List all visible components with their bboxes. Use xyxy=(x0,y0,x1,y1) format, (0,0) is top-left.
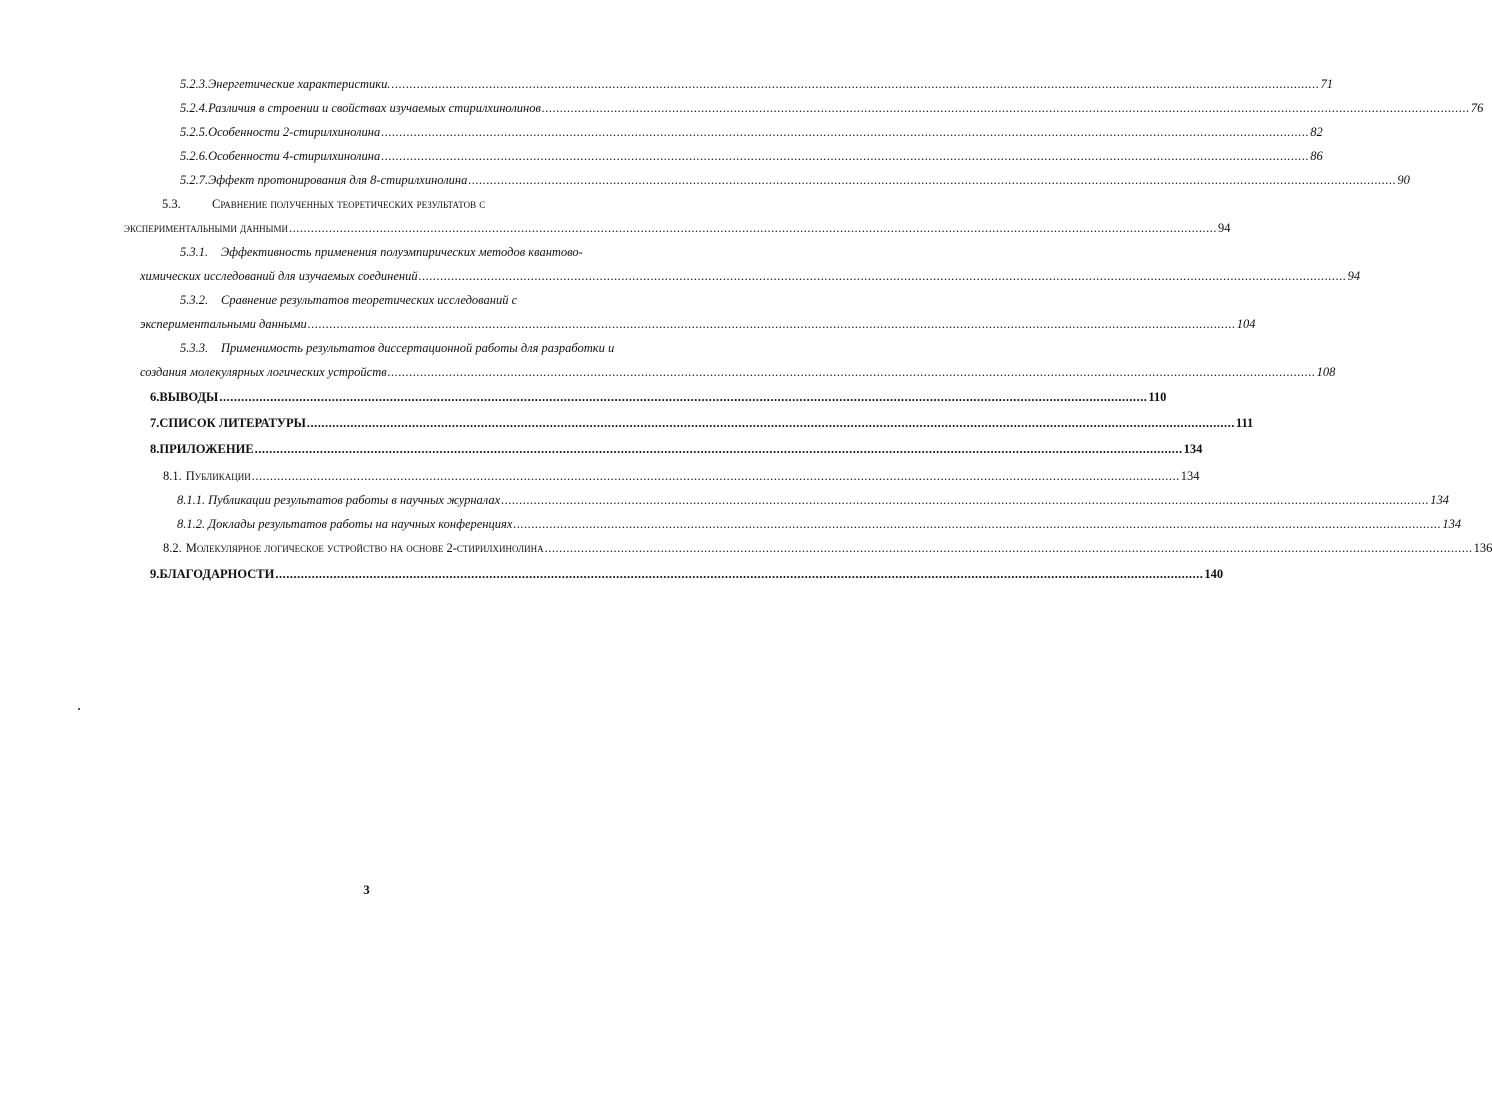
toc-number: 8. xyxy=(150,442,160,456)
dot-leader xyxy=(545,540,1473,556)
page-number: 3 xyxy=(363,882,370,897)
toc-page: 94 xyxy=(1218,221,1231,235)
toc-page: 90 xyxy=(1397,173,1410,187)
dot-leader xyxy=(308,316,1236,332)
toc-title: Доклады результатов работы на научных конференциях xyxy=(208,517,513,531)
toc-page: 134 xyxy=(1442,517,1462,531)
dot-leader xyxy=(289,220,1217,236)
toc-page: 111 xyxy=(1235,416,1254,430)
toc-entry-8-1-1[interactable] xyxy=(177,492,1449,508)
toc-number: 8.1.2. xyxy=(177,517,206,531)
toc-entry-9[interactable] xyxy=(150,566,1224,582)
dot-leader xyxy=(381,124,1309,140)
toc-page: 110 xyxy=(1148,390,1167,404)
toc-page: 71 xyxy=(1320,77,1333,91)
dot-leader xyxy=(468,172,1396,188)
toc-page: 140 xyxy=(1204,567,1224,581)
toc-number: 5.3.3. xyxy=(180,341,209,355)
toc-entry-5-2-3[interactable] xyxy=(180,76,1333,92)
toc-number: 6. xyxy=(150,390,160,404)
toc-title: Применимость результатов диссертационной работы для разработки и xyxy=(221,341,615,355)
dot-leader xyxy=(388,364,1316,380)
dot-leader xyxy=(307,415,1235,431)
toc-number: 5.2.7. xyxy=(180,173,209,187)
toc-page: 134 xyxy=(1180,469,1200,483)
dot-leader xyxy=(275,566,1203,582)
toc-title-continued: экспериментальными данными xyxy=(140,317,307,331)
scan-speck xyxy=(78,708,80,710)
toc-title: Особенности 2-стирилхинолина xyxy=(208,125,381,139)
toc-title: Энергетические характеристики. xyxy=(208,77,391,91)
toc-entry-5-3-1-line2[interactable] xyxy=(140,268,1361,284)
toc-title: Эффективность применения полуэмпирических методов квантово- xyxy=(221,245,583,259)
toc-number: 8.2. xyxy=(163,541,182,555)
toc-entry-8-1-2[interactable] xyxy=(177,516,1462,532)
toc-page: 134 xyxy=(1430,493,1449,507)
toc-title: ПРИЛОЖЕНИЕ xyxy=(159,442,254,456)
toc-page: 136 xyxy=(1473,541,1492,555)
toc-number: 5.2.4. xyxy=(180,101,209,115)
toc-entry-5-2-5[interactable] xyxy=(180,124,1323,140)
toc-number: 8.1. xyxy=(163,469,182,483)
toc-entry-5-3-line1[interactable] xyxy=(162,196,654,212)
toc-number: 5.2.6. xyxy=(180,149,209,163)
toc-number: 7. xyxy=(150,416,160,430)
toc-entry-5-3-2-line1[interactable] xyxy=(180,292,654,308)
toc-number: 5.3. xyxy=(162,197,181,211)
toc-page: 134 xyxy=(1183,442,1203,456)
toc-page: 108 xyxy=(1316,365,1336,379)
toc-page: 76 xyxy=(1470,101,1484,115)
toc-title: Публикации результатов работы в научных журналах xyxy=(208,493,501,507)
toc-title-continued: создания молекулярных логических устройств xyxy=(140,365,387,379)
toc-page: 82 xyxy=(1310,125,1323,139)
dot-leader xyxy=(513,516,1441,532)
toc-number: 8.1.1. xyxy=(177,493,206,507)
toc-entry-8[interactable] xyxy=(150,441,1203,457)
dot-leader xyxy=(391,76,1319,92)
toc-title: Сравнение полученных теоретических результатов с xyxy=(212,197,486,211)
toc-entry-5-2-7[interactable] xyxy=(180,172,1410,188)
toc-title: Различия в строении и свойствах изучаемых стирилхинолинов xyxy=(208,101,541,115)
toc-title: Молекулярное логическое устройство на основе 2-стирилхинолина xyxy=(185,541,544,555)
toc-entry-5-3-3-line1[interactable] xyxy=(180,340,654,356)
toc-entry-5-2-6[interactable] xyxy=(180,148,1323,164)
toc-entry-5-3-line2[interactable] xyxy=(124,220,1231,236)
toc-number: 9. xyxy=(150,567,160,581)
dot-leader xyxy=(381,148,1309,164)
toc-entry-5-3-2-line2[interactable] xyxy=(140,316,1256,332)
toc-entry-5-2-4[interactable] xyxy=(180,100,1484,116)
dot-leader xyxy=(501,492,1429,508)
toc-title-continued: химических исследований для изучаемых соединений xyxy=(140,269,418,283)
toc-title: Публикации xyxy=(185,469,251,483)
toc-page: 104 xyxy=(1236,317,1256,331)
toc-entry-5-3-1-line1[interactable] xyxy=(180,244,654,260)
dot-leader xyxy=(219,389,1147,405)
toc-title: Особенности 4-стирилхинолина xyxy=(208,149,381,163)
toc-entry-5-3-3-line2[interactable] xyxy=(140,364,1336,380)
toc-entry-6[interactable] xyxy=(150,389,1167,405)
toc-title: БЛАГОДАРНОСТИ xyxy=(159,567,275,581)
toc-page: 86 xyxy=(1310,149,1323,163)
dot-leader xyxy=(255,441,1183,457)
dot-leader xyxy=(419,268,1347,284)
toc-title: Сравнение результатов теоретических исследований с xyxy=(221,293,518,307)
toc-number: 5.2.5. xyxy=(180,125,209,139)
toc-number: 5.3.2. xyxy=(180,293,209,307)
toc-entry-8-1[interactable] xyxy=(163,468,1200,484)
toc-number: 5.3.1. xyxy=(180,245,209,259)
toc-title: ВЫВОДЫ xyxy=(159,390,219,404)
toc-title: СПИСОК ЛИТЕРАТУРЫ xyxy=(159,416,306,430)
dot-leader xyxy=(252,468,1180,484)
toc-title: Эффект протонирования для 8-стирилхинолина xyxy=(208,173,468,187)
toc-title-continued: экспериментальными данными xyxy=(124,221,289,235)
toc-page: 94 xyxy=(1347,269,1361,283)
dot-leader xyxy=(542,100,1470,116)
toc-entry-7[interactable] xyxy=(150,415,1254,431)
toc-entry-8-2[interactable] xyxy=(163,540,1492,556)
toc-number: 5.2.3. xyxy=(180,77,209,91)
